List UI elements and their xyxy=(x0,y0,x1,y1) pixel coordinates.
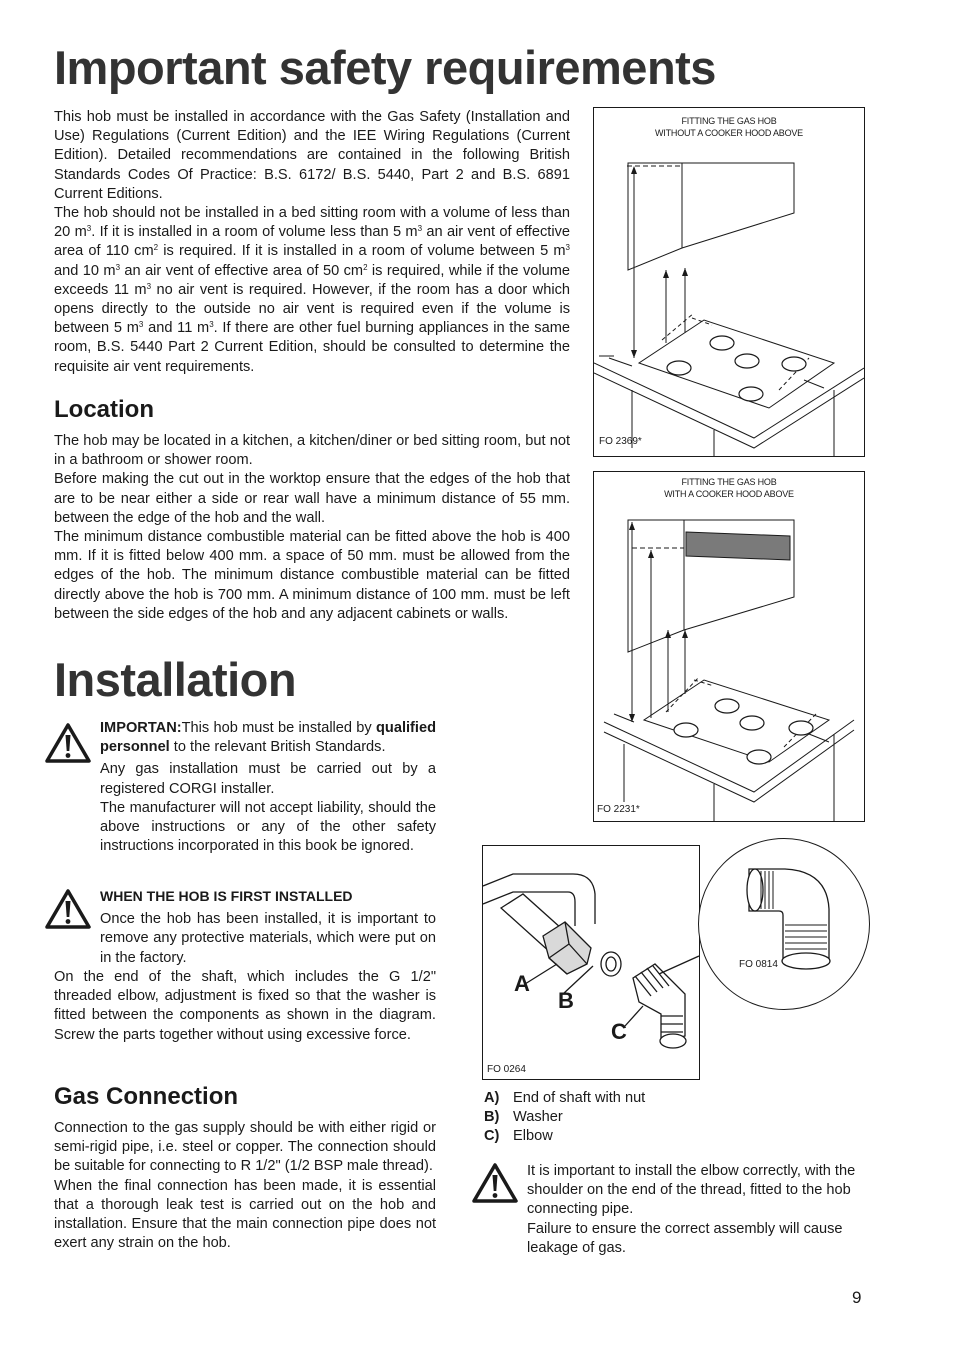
figure-caption: FITTING THE GAS HOB WITHOUT A COOKER HOOD ABOVE xyxy=(655,116,803,138)
shaft-text: On the end of the shaft, which includes the G 1/2" threaded elbow, adjustment is fixed so that the washer is fitted between the components as shown in the diagram. Screw the parts together without using excessive force. xyxy=(54,969,436,1043)
gas-connection-paragraph-1: Connection to the gas supply should be with either rigid or semi-rigid pipe, i.e. steel or copper. The connection should be suitable for connecting to R 1/2" (1/2 BSP male thread). xyxy=(54,1120,436,1175)
warning-icon xyxy=(44,722,92,764)
figure-caption: FITTING THE GAS HOB WITH A COOKER HOOD ABOVE xyxy=(664,477,794,499)
warning-icon xyxy=(44,888,92,930)
intro-section xyxy=(54,108,570,377)
hob-diagram xyxy=(594,472,864,821)
page-title: Important safety requirements xyxy=(54,41,716,94)
label-c: C xyxy=(611,1019,627,1044)
location-paragraph-3: The minimum distance combustible material can be fitted above the hob is 400 mm. If it is fitted below 400 mm. a space of 50 mm. must be allowed from the edges of the hob. The minimum distance combustible material can be fitted directly above the hob is 700 mm. A minimum distance of 100 mm. must be left between the side edges of the hob and any adjacent cabinets or walls. xyxy=(54,529,570,622)
first-installed-text: Once the hob has been installed, it is important to remove any protective materials, which were put on in the factory. xyxy=(100,911,436,966)
figure-code: FO 0264 xyxy=(487,1064,526,1075)
location-paragraph-1: The hob may be located in a kitchen, a kitchen/diner or bed sitting room, but not in a bathroom or shower room. xyxy=(54,433,570,469)
page-number: 9 xyxy=(852,1288,862,1307)
corgi-text: Any gas installation must be carried out by a registered CORGI installer. xyxy=(100,761,436,797)
warning-icon xyxy=(471,1162,519,1204)
legend-item: C) Elbow xyxy=(484,1128,553,1145)
legend-item: B) Washer xyxy=(484,1109,563,1126)
figure-hob-with-hood xyxy=(593,471,865,822)
gas-connection-section xyxy=(54,1119,436,1253)
location-paragraph-2: Before making the cut out in the worktop ensure that the edges of the hob that are to be near either a side or rear wall have a minimum distance of 55 mm. between the edge of the hob and the wall. xyxy=(54,471,570,526)
figure-code: FO 0814 xyxy=(739,959,778,970)
figure-code: FO 2231* xyxy=(597,804,640,815)
gas-connection-heading: Gas Connection xyxy=(54,1083,239,1110)
first-installed-heading: WHEN THE HOB IS FIRST INSTALLED xyxy=(100,888,353,904)
label-a: A xyxy=(514,971,530,996)
label-b: B xyxy=(558,988,574,1013)
elbow-warning-consequence: Failure to ensure the correct assembly will cause leakage of gas. xyxy=(527,1220,843,1256)
warning-important-text: IMPORTAN:This hob must be installed by qualified personnel to the relevant British Standards. xyxy=(100,720,436,756)
elbow-warning-text: It is important to install the elbow correctly, with the shoulder on the end of the thread, fitted to the hob connecting pipe. xyxy=(527,1163,856,1218)
installation-warning xyxy=(100,719,436,856)
figure-code: FO 2369* xyxy=(599,436,642,447)
hob-diagram xyxy=(594,108,864,456)
intro-paragraph-2: The hob should not be installed in a bed sitting room with a volume of less than 20 $m^3$. If it is installed in a room of volume less than 5 $m^3$ an air vent of effective area of 110 $cm^2$ is required. If it is installed in a room of volume between 5 $m^3$ and 10 $m^3$ an air vent of effective area of 50 $cm^2$ is required, while if the volume exceeds 11 $m^3$ no air vent is required. However, if the room has a door which opens directly to the outside no air vent is required even if the volume is between 5 $m^3$ and 11 $m^3$. If there are other fuel burning appliances in the same room, B.S. 5440 Part 2 Current Edition, should be consulted to determine the requisite air vent requirements. xyxy=(54,205,570,375)
first-installed-section xyxy=(100,887,436,968)
installation-heading: Installation xyxy=(54,653,297,706)
elbow-warning xyxy=(527,1162,865,1258)
legend-item: A) End of shaft with nut xyxy=(484,1090,646,1106)
parts-diagram xyxy=(483,846,699,1079)
location-section xyxy=(54,432,570,624)
figure-elbow-detail xyxy=(698,838,870,1010)
parts-legend xyxy=(484,1089,784,1147)
location-heading: Location xyxy=(54,396,154,423)
figure-gas-connection-parts xyxy=(482,845,700,1080)
figure-hob-without-hood xyxy=(593,107,865,457)
intro-paragraph-1: This hob must be installed in accordance with the Gas Safety (Installation and Use) Regulations (Current Edition) and the IEE Wiring Regulations (Current Edition). Detailed recommendations are contained in the following British Standards Codes Of Practice: B.S. 6172/ B.S. 5440, Part 2 and B.S. 6891 Current Editions. xyxy=(54,109,570,202)
gas-connection-paragraph-2: When the final connection has been made, it is essential that a thorough leak test is carried out on the hob and installation. Ensure that the main connection pipe does not exert any strain on the hob. xyxy=(54,1177,436,1252)
elbow-detail-diagram xyxy=(699,839,869,1009)
liability-text: The manufacturer will not accept liability, should the above instructions or any of the other safety instructions incorporated in this book be ignored. xyxy=(100,799,436,855)
